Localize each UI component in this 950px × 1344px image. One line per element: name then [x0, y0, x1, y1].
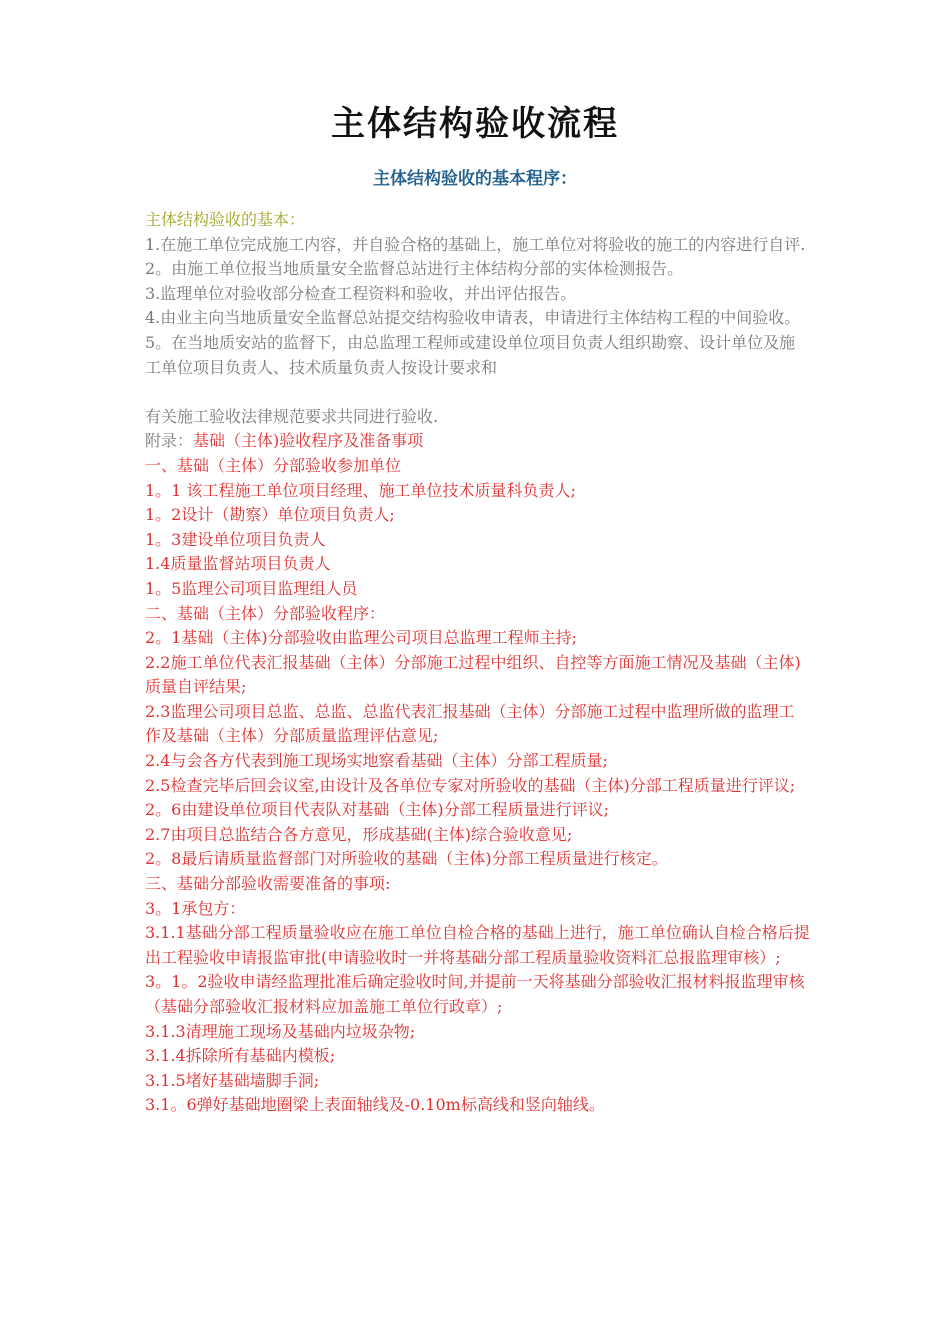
section-subheading: 3。1承包方： [145, 898, 246, 918]
section-item: 1。5监理公司项目监理组人员 [145, 578, 358, 598]
section-item: 3.1。6弹好基础地圈梁上表面轴线及-0.10m标高线和竖向轴线。 [145, 1095, 605, 1115]
section-item: 3.1.1基础分部工程质量验收应在施工单位自检合格的基础上进行，施工单位确认自检合格后提出工程验收申请报监审批(申请验收时一并将基础分部工程质量验收资料汇总报监理审核）; [145, 923, 810, 967]
section-item: 2。6由建设单位项目代表队对基础（主体)分部工程质量进行评议; [145, 800, 609, 820]
section-heading: 一、基础（主体）分部验收参加单位 [145, 455, 402, 475]
continuation-line: 有关施工验收法律规范要求共同进行验收. [145, 406, 439, 426]
basic-heading: 主体结构验收的基本： [145, 210, 306, 229]
section-item: 2.4与会各方代表到施工现场实地察看基础（主体）分部工程质量; [145, 751, 608, 771]
section-item: 2.3监理公司项目总监、总监、总监代表汇报基础（主体）分部施工过程中监理所做的监理工作及基础（主体）分部质量监理评估意见; [145, 701, 795, 746]
section-item: 3.1.3清理施工现场及基础内垃圾杂物; [145, 1021, 416, 1041]
section-item: 3。1。2验收申请经监理批准后确定验收时间,并提前一天将基础分部验收汇报材料报监理审核（基础分部验收汇报材料应加盖施工单位行政章）; [145, 972, 805, 1016]
document-subtitle: 主体结构验收的基本程序： [373, 169, 577, 189]
section-heading: 二、基础（主体）分部验收程序： [145, 603, 386, 623]
basic-item: 1.在施工单位完成施工内容，并自验合格的基础上，施工单位对将验收的施工的内容进行自评. [145, 234, 806, 254]
section-item: 2.2施工单位代表汇报基础（主体）分部施工过程中组织、自控等方面施工情况及基础（主体)质量自评结果; [145, 652, 801, 697]
section-item: 1.4质量监督站项目负责人 [145, 554, 331, 574]
section-item: 3.1.4拆除所有基础内模板; [145, 1046, 336, 1066]
basic-item: 5。在当地质安站的监督下，由总监理工程师或建设单位项目负责人组织勘察、设计单位及施工单位项目负责人、技术质量负责人按设计要求和 [145, 332, 796, 377]
section-item: 2。1基础（主体)分部验收由监理公司项目总监理工程师主持; [145, 628, 577, 648]
section-item: 3.1.5堵好基础墙脚手洞; [145, 1070, 320, 1090]
document-body [145, 208, 810, 1118]
section-item: 1。2设计（勘察）单位项目负责人; [145, 505, 395, 525]
basic-item: 2。由施工单位报当地质量安全监督总站进行主体结构分部的实体检测报告。 [145, 259, 684, 279]
section-item: 2.5检查完毕后回会议室,由设计及各单位专家对所验收的基础（主体)分部工程质量进行评议; [145, 775, 796, 795]
document-title: 主体结构验收流程 [331, 104, 619, 144]
appendix-title: 基础（主体)验收程序及准备事项 [193, 431, 424, 451]
basic-item: 4.由业主向当地质量安全监督总站提交结构验收申请表，申请进行主体结构工程的中间验收。 [145, 308, 801, 328]
blank-line [145, 380, 810, 405]
section-item: 1。3建设单位项目负责人 [145, 529, 326, 549]
section-item: 2.7由项目总监结合各方意见，形成基础(主体)综合验收意见; [145, 824, 573, 844]
appendix-heading [145, 429, 810, 454]
basic-item: 3.监理单位对验收部分检查工程资料和验收，并出评估报告。 [145, 283, 577, 303]
section-item: 2。8最后请质量监督部门对所验收的基础（主体)分部工程质量进行核定。 [145, 849, 668, 869]
appendix-prefix: 附录： [145, 431, 194, 451]
section-heading: 三、基础分部验收需要准备的事项: [145, 874, 391, 894]
section-item: 1。1 该工程施工单位项目经理、施工单位技术质量科负责人; [145, 480, 576, 500]
